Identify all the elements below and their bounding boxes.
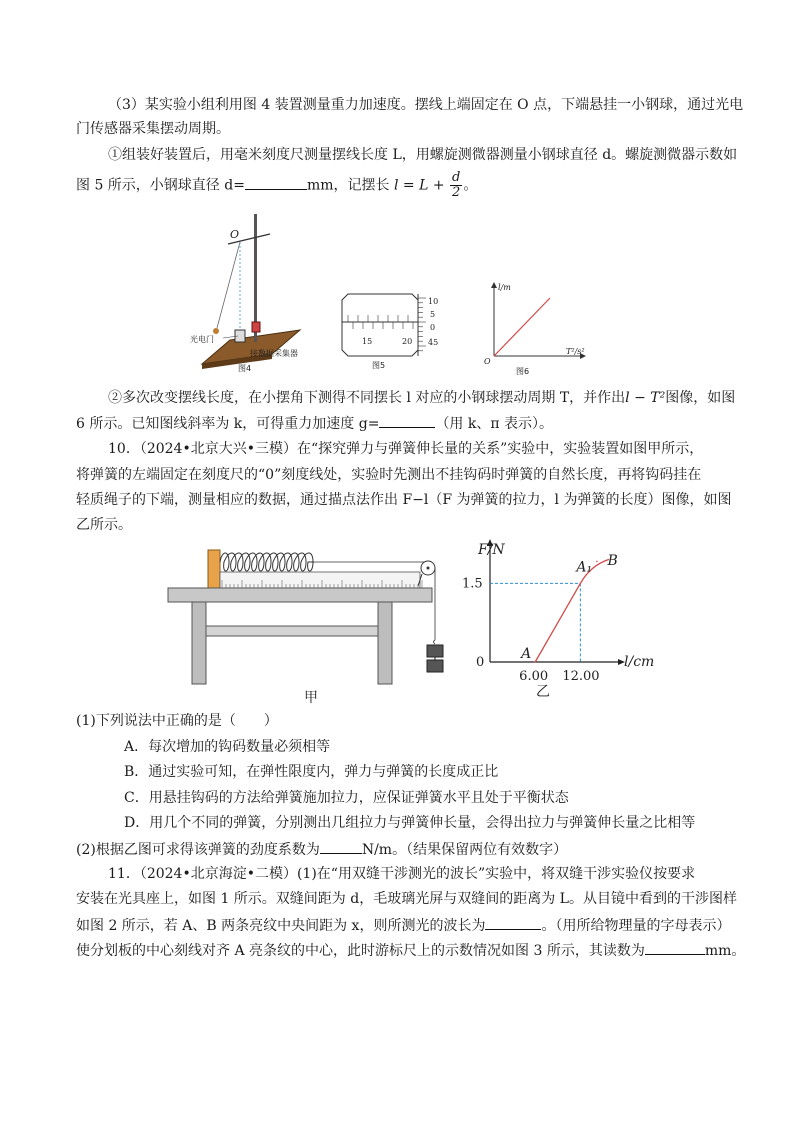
figure-6-graph — [482, 278, 592, 378]
spring — [220, 553, 314, 571]
q11-line1: 11．（2024•北京海淀•二模）(1)在“用双缝干涉测光的波长”实验中，将双缝干涉实验仪按要求 — [108, 866, 696, 882]
figure-4-pendulum — [190, 208, 330, 373]
answer-blank-g[interactable] — [379, 413, 435, 428]
answer-blank-wavelength[interactable] — [485, 915, 541, 930]
data-collector-label: 接数据采集器 — [250, 349, 298, 358]
pendulum-string — [217, 242, 240, 328]
q10-option-d[interactable]: D．用几个不同的弹簧，分别测出几组拉力与弹簧伸长量，会得出拉力与弹簧伸长量之比相等 — [124, 815, 696, 831]
chart-guides — [490, 583, 580, 662]
q9-step2-graph: l − T² — [625, 390, 666, 406]
fig6-origin: O — [484, 357, 491, 366]
chart-data-point — [534, 661, 536, 663]
q11-line4 — [76, 940, 746, 960]
figure-jia-caption: 甲 — [304, 690, 318, 706]
photogate-label: 光电门 — [190, 335, 214, 344]
chart-ylabel: F/N — [478, 542, 505, 558]
thimble-label-10: 10 — [428, 297, 439, 306]
chart-point-label: A₁ — [576, 559, 593, 576]
thimble-label-5: 5 — [430, 310, 436, 319]
figure-5-micrometer — [338, 290, 458, 370]
q9-step2-line2 — [76, 413, 726, 433]
q10-sub2 — [76, 839, 726, 859]
figure-6-caption: 图6 — [516, 367, 530, 376]
table-leg-left — [192, 602, 206, 684]
sleeve-label-15: 15 — [362, 337, 373, 346]
fig6-xlabel: T²/s² — [566, 347, 585, 356]
thimble-ticks — [418, 298, 426, 351]
point-O-label: O — [230, 228, 240, 241]
hook-weight-2 — [427, 660, 443, 672]
q11-line4-suffix: mm。 — [704, 943, 746, 959]
hook-weight-1 — [427, 645, 443, 657]
q9-step1-line2 — [76, 171, 726, 200]
chart-y-tick-label: 0 — [476, 655, 485, 670]
fig6-ylabel: l/m — [498, 283, 511, 292]
fixed-block — [208, 550, 220, 588]
figure-yi-caption: 乙 — [536, 684, 550, 700]
q9-step2-line1 — [108, 389, 758, 407]
q11-line3-prefix: 如图 2 所示，若 A、B 两条亮纹中央间距为 x，则所测光的波长为 — [76, 918, 486, 934]
chart-y-tick-label: 1.5 — [462, 576, 483, 592]
answer-blank-diameter[interactable] — [245, 175, 307, 190]
formula-lhs: l = L + — [393, 177, 445, 194]
q9-step2-end: 图像，如图 — [665, 390, 736, 406]
pulley-axle — [427, 567, 430, 570]
q10-sub2-suffix: N/m。（结果保留两位有效数字） — [361, 842, 568, 858]
q11-line2: 安装在光具座上，如图 1 所示。双缝间距为 d，毛玻璃光屏与双缝间的距离为 L。从目镜中看到的干涉图样 — [76, 891, 737, 907]
formula-end: 。 — [463, 177, 478, 194]
thimble-label-0: 0 — [430, 323, 436, 332]
q10-option-c[interactable]: C．用悬挂钩码的方法给弹簧施加拉力，应保证弹簧水平且处于平衡状态 — [124, 790, 569, 806]
chart-series-line — [535, 559, 609, 662]
q11-line4-prefix: 使分划板的中心刻线对齐 A 亮条纹的中心，此时游标尺上的示数情况如图 3 所示，其读数为 — [76, 943, 645, 959]
chart-series — [534, 559, 609, 662]
chart-labels — [462, 542, 654, 684]
q10-sub1: (1)下列说法中正确的是（ ） — [76, 713, 278, 729]
figure-5-caption: 图5 — [372, 361, 386, 370]
table-crossbar — [206, 626, 378, 636]
chart-axes — [487, 539, 625, 665]
chart-x-tick-label: 6.00 — [519, 669, 549, 684]
chart-data-point — [596, 561, 598, 563]
photogate-top — [252, 322, 260, 332]
formula-num: d — [452, 170, 461, 185]
q9-part3-line1: （3）某实验小组利用图 4 装置测量重力加速度。摆线上端固定在 O 点，下端悬挂一小钢球，通过光电 — [108, 97, 744, 113]
q10-line2: 将弹簧的左端固定在刻度尺的“0”刻度线处，实验时先测出不挂钩码时弹簧的自然长度，再将钩码挂在 — [76, 467, 702, 483]
q11-line3 — [76, 915, 731, 935]
table-leg-right — [378, 602, 392, 684]
q9-step2-line2-end: （用 k、π 表示）。 — [435, 416, 554, 432]
table-top — [168, 588, 432, 602]
q9-part3-line2: 门传感器采集摆动周期。 — [76, 121, 230, 137]
answer-blank-reading[interactable] — [645, 940, 705, 955]
chart-data-point — [580, 583, 582, 585]
q10-line4: 乙所示。 — [76, 517, 132, 533]
q9-step1-unit: mm，记摆长 — [306, 177, 390, 194]
fig6-data-line — [494, 298, 550, 356]
fig6-y-arrow — [491, 282, 497, 288]
figure-4-caption: 图4 — [238, 364, 252, 373]
chart-x-tick-label: 12.00 — [562, 669, 600, 684]
chart-xlabel: l/cm — [624, 654, 655, 670]
steel-ball — [213, 328, 219, 334]
q10-line1: 10．（2024•北京大兴•三模）在“探究弹力与弹簧伸长量的关系”实验中，实验装置如图甲所示， — [108, 441, 704, 457]
micrometer-frame — [342, 294, 418, 356]
chart-point-label: A — [521, 646, 532, 662]
formula-den: 2 — [452, 185, 461, 200]
thimble-label-45: 45 — [428, 338, 439, 347]
q10-option-a[interactable]: A．每次增加的钩码数量必须相等 — [124, 739, 331, 755]
figure-yi-chart — [448, 536, 655, 701]
q9-step1-prefix: 图 5 所示，小钢球直径 d= — [76, 177, 245, 194]
q10-line3: 轻质绳子的下端，测量相应的数据，通过描点法作出 F−l（F 为弹簧的拉力，l 为弹簧的长度）图像，如图 — [76, 492, 732, 508]
q11-line3-suffix: 。（用所给物理量的字母表示） — [541, 918, 731, 934]
answer-blank-k[interactable] — [320, 839, 362, 854]
q10-option-b[interactable]: B．通过实验可知，在弹性限度内，弹力与弹簧的长度成正比 — [124, 764, 499, 780]
formula-fraction — [450, 171, 462, 200]
hook — [434, 640, 436, 644]
q10-sub2-prefix: (2)根据乙图可求得该弹簧的劲度系数为 — [76, 842, 320, 858]
q9-step2-text: ②多次改变摆线长度，在小摆角下测得不同摆长 l 对应的小钢球摆动周期 T，并作出 — [108, 390, 626, 406]
sleeve-label-20: 20 — [402, 337, 413, 346]
figure-jia-apparatus — [164, 544, 454, 704]
q9-step1-line1: ①组装好装置后，用毫米刻度尺测量摆线长度 L，用螺旋测微器测量小钢球直径 d。螺旋测微器示数如 — [108, 147, 738, 163]
q9-step2-line2-prefix: 6 所示。已知图线斜率为 k，可得重力加速度 g= — [76, 416, 380, 432]
chart-point-label: B — [607, 553, 618, 570]
